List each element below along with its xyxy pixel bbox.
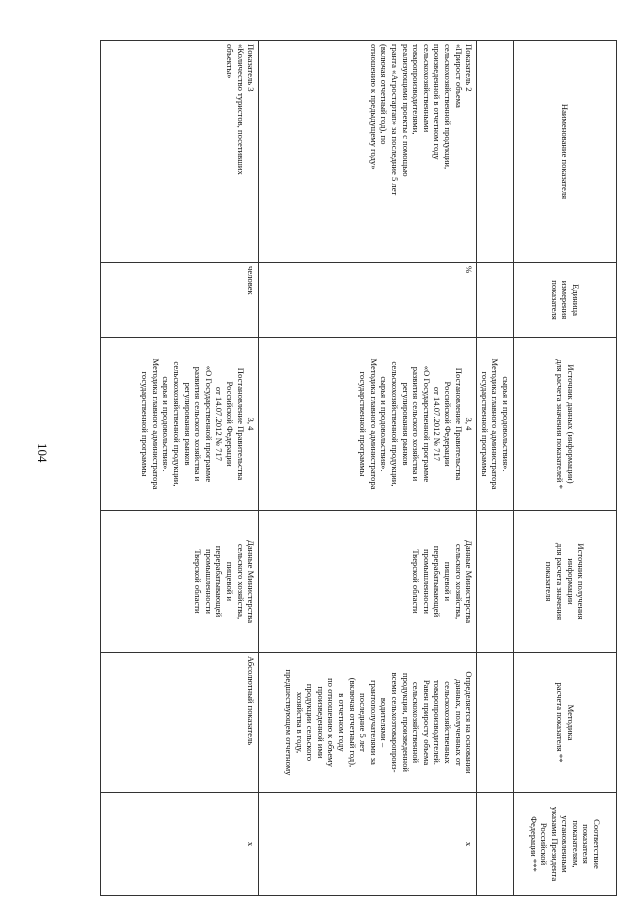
header-method: [514, 653, 617, 793]
indicator-name-line: реализующими проекты с помощью: [400, 44, 411, 177]
indicator-compliance-cell: [101, 793, 259, 896]
indicator-source-info-cell: [101, 511, 259, 653]
source-info-line: перерабатывающей: [214, 545, 225, 618]
indicator-name-line: Показатель 3: [246, 44, 257, 92]
source-info-line: Данные Министерства: [246, 539, 257, 624]
continuation-source-docs-cell: [477, 338, 514, 511]
header-unit-line: Единица: [570, 284, 581, 316]
header-name-text: Наименование показателя: [560, 103, 571, 200]
source-docs-line: 3, 4: [464, 417, 475, 431]
source-docs-line: сырья и продовольствия».: [379, 376, 390, 472]
indicator-row-3: [101, 41, 259, 896]
header-name: [514, 41, 617, 263]
header-compliance-line: указами Президента: [549, 806, 560, 882]
header-compliance-line: Соответствие: [592, 819, 603, 869]
method-line: в отчетном году: [337, 693, 348, 752]
indicator-name-line: объекты»: [225, 44, 236, 79]
source-info-line: перерабатывающей: [432, 545, 443, 618]
method-line: предшествующем отчетному: [284, 669, 295, 776]
header-compliance-line: Федерации ***: [528, 816, 539, 872]
header-compliance-line: показателя: [581, 824, 592, 864]
indicator-name-line: сельскохозяйственной продукции,: [443, 44, 454, 170]
header-unit: [514, 263, 617, 338]
source-docs-line: развития сельского хозяйства и: [193, 366, 204, 482]
indicator-name-line: товаропроизводителями,: [411, 44, 422, 135]
source-docs-line: сельскохозяйственной продукции,: [172, 361, 183, 487]
continuation-unit-cell: [477, 263, 514, 338]
method-line: по отношению к объему: [326, 678, 337, 767]
source-docs-line: Российской Федерации: [443, 381, 454, 467]
header-source-docs: [514, 338, 617, 511]
continuation-line: государственной программы: [479, 371, 490, 477]
header-source-info-line: для расчета значения: [555, 542, 565, 621]
continuation-source-info-cell: [477, 511, 514, 653]
header-source-docs-line: Источник данных (информации): [565, 364, 576, 484]
indicator-name-line: сельскохозяйственными: [421, 44, 432, 133]
method-line: произведенной ими: [315, 686, 326, 759]
header-method-line: расчета показателя **: [555, 682, 565, 763]
header-source-info: [514, 511, 617, 653]
source-info-line: Тверской области: [193, 549, 204, 614]
source-docs-line: регулирования рынков: [400, 382, 411, 466]
source-docs-line: Российской Федерации: [225, 381, 236, 467]
indicator-unit-text: %: [464, 266, 475, 274]
source-docs-line: «О Государственной программе: [421, 365, 432, 483]
indicator-source-docs-cell: [101, 338, 259, 511]
source-docs-line: Постановление Правительства: [235, 367, 246, 481]
method-line: Равен приросту объема: [421, 679, 432, 766]
source-docs-line: государственной программы: [358, 371, 369, 477]
header-source-info-line: информации: [565, 558, 576, 605]
header-compliance: [514, 793, 617, 896]
header-compliance-line: показателям,: [570, 820, 581, 868]
source-docs-line: государственной программы: [140, 371, 151, 477]
indicator-table-wrapper: [102, 40, 617, 895]
indicator-method-cell: [101, 653, 259, 793]
source-docs-line: Постановление Правительства: [453, 367, 464, 481]
method-line: грантополучателями за: [368, 680, 379, 765]
continuation-compliance-cell: [477, 793, 514, 896]
continuation-line: Методика главного администратора: [490, 358, 501, 490]
source-docs-line: «О Государственной программе: [203, 365, 214, 483]
indicator-source-info-cell: [259, 511, 477, 653]
source-docs-line: регулирования рынков: [182, 382, 193, 466]
source-info-line: пищевой и: [443, 561, 454, 602]
indicator-name-line: «Прирост объема: [453, 44, 464, 108]
continuation-line: сырья и продовольствия».: [501, 376, 511, 472]
header-compliance-line: Российской: [539, 822, 550, 866]
header-compliance-line: установленным: [560, 815, 571, 873]
source-docs-line: от 14.07.2012 № 717: [432, 386, 443, 462]
source-docs-line: развития сельского хозяйства и: [411, 366, 422, 482]
source-info-line: Данные Министерства: [464, 539, 475, 624]
source-docs-line: Методика главного администратора: [368, 358, 379, 490]
indicator-table: [100, 40, 617, 896]
source-docs-line: сырья и продовольствия».: [161, 376, 172, 472]
source-info-line: Тверской области: [411, 549, 422, 614]
method-line: товаропроизводителей.: [432, 680, 443, 765]
header-unit-line: показателя: [549, 280, 560, 320]
indicator-name-line: отношению к предыдущему году»: [368, 44, 379, 170]
indicator-name-line: гранта «Агростартап» за последние 5 лет: [390, 44, 401, 196]
indicator-name-line: (включая отчетный год), по: [379, 44, 390, 145]
indicator-name-cell: [101, 41, 259, 263]
indicator-name-line: «Количество туристов, посетивших: [235, 44, 246, 175]
source-docs-line: сельскохозяйственной продукции,: [390, 361, 401, 487]
continuation-row: [477, 41, 514, 896]
continuation-method-cell: [477, 653, 514, 793]
source-docs-line: 3, 4: [246, 417, 257, 431]
method-line: сельскохозяйственной: [411, 681, 422, 764]
compliance-mark: x: [464, 841, 475, 847]
indicator-method-cell: [259, 653, 477, 793]
source-docs-line: Методика главного администратора: [150, 358, 161, 490]
source-info-line: сельского хозяйства,: [453, 543, 464, 620]
indicator-row-2: [259, 41, 477, 896]
indicator-unit-cell: [101, 263, 259, 338]
source-info-line: пищевой и: [225, 561, 236, 602]
source-info-line: промышленности: [421, 549, 432, 614]
source-docs-line: от 14.07.2012 № 717: [214, 386, 225, 462]
indicator-compliance-cell: [259, 793, 477, 896]
header-source-info-line: показателя: [544, 561, 555, 602]
source-info-line: промышленности: [203, 549, 214, 614]
header-method-line: Методика: [565, 704, 576, 741]
header-source-info-line: Источник получения: [576, 543, 587, 620]
header-row: [514, 41, 617, 896]
method-line: данных, полученных от: [453, 679, 464, 766]
method-line: Абсолютный показатель: [246, 656, 257, 746]
continuation-name-cell: [477, 41, 514, 263]
indicator-unit-cell: [259, 263, 477, 338]
method-line: Определяется на основании: [464, 671, 475, 774]
header-unit-line: измерения: [560, 280, 571, 320]
indicator-name-line: Показатель 2: [464, 44, 475, 92]
indicator-unit-text: человек: [246, 266, 257, 295]
compliance-mark: x: [246, 841, 257, 847]
indicator-source-docs-cell: [259, 338, 477, 511]
method-line: водителями –: [379, 697, 390, 748]
indicator-name-line: произведенной в отчетном году: [432, 44, 443, 160]
header-source-docs-line: для расчета значения показателей *: [555, 359, 565, 489]
method-line: хозяйства в году,: [294, 691, 305, 754]
page-number: 104: [35, 443, 50, 463]
source-info-line: сельского хозяйства,: [235, 543, 246, 620]
method-line: сельскохозяйственных: [443, 681, 454, 764]
method-line: продукции, произведенной: [400, 672, 411, 773]
indicator-name-cell: [259, 41, 477, 263]
method-line: (включая отчетный год),: [347, 677, 358, 768]
method-line: всеми сельхозтоваропроиз-: [390, 672, 401, 773]
method-line: продукции сельского: [305, 683, 316, 762]
method-line: последние 5 лет: [358, 693, 369, 752]
